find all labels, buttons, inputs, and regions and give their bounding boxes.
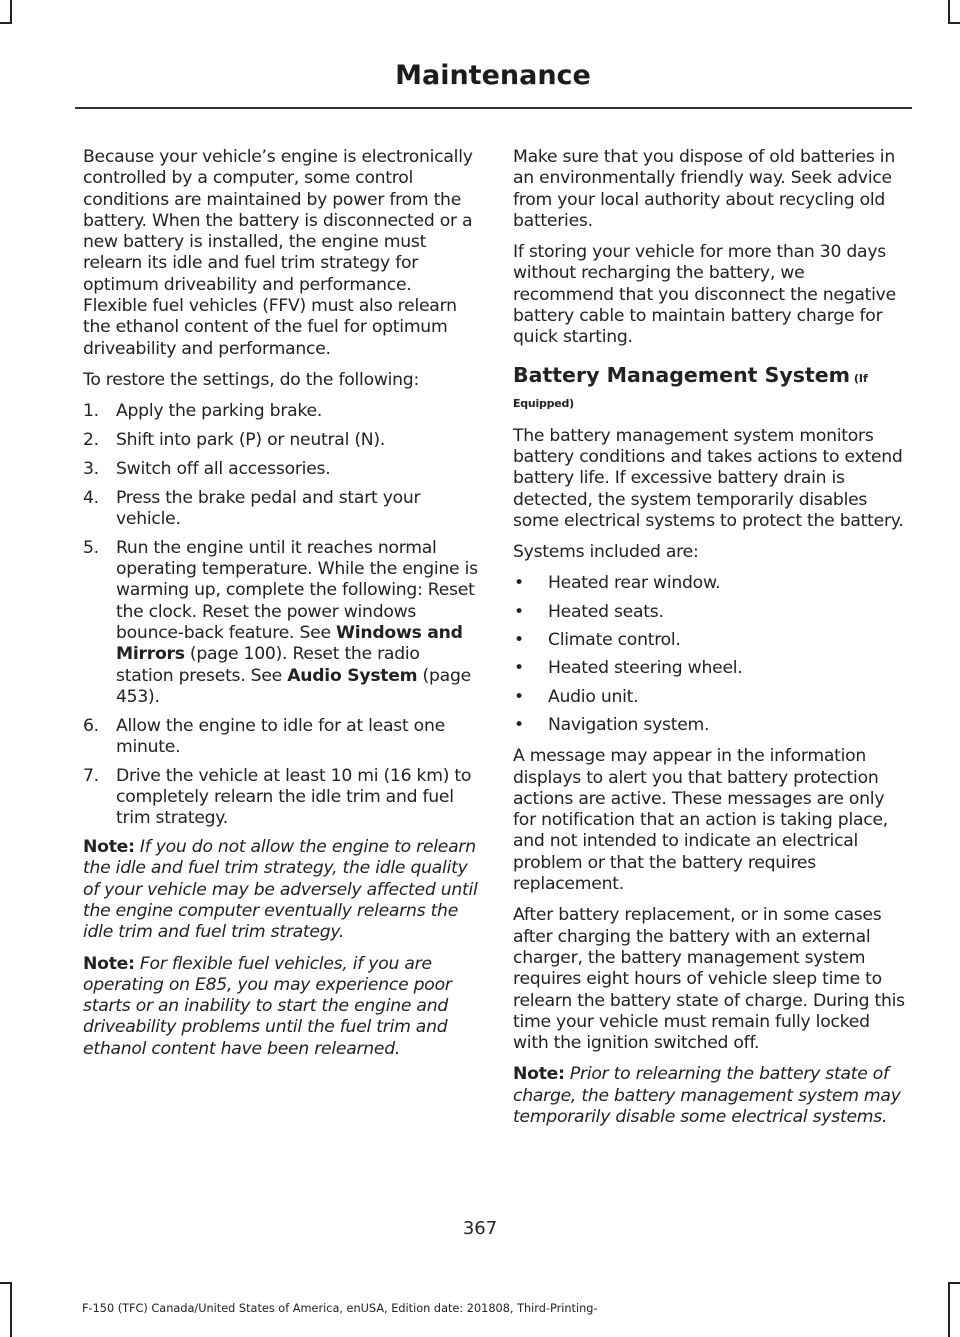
crop-mark [948,1282,960,1284]
step5-text: (page 453). [116,665,471,707]
list-item [83,401,479,422]
note-label: Note: [83,953,135,974]
list-item [513,687,909,708]
list-number: 7. [83,765,99,786]
bullet-icon: • [514,630,524,651]
list-text: Heated steering wheel. [548,658,743,679]
storing-paragraph: If storing your vehicle for more than 30 days without recharging the battery, we recommend that you disconnect the negative battery cable to maintain battery charge for quick starting. [513,242,896,348]
crop-mark [948,22,960,24]
left-column [83,147,479,1070]
audio-system-link[interactable]: Audio System [287,665,418,686]
page-title: Maintenance [395,60,591,91]
list-number: 6. [83,715,99,736]
page-header [0,60,960,91]
list-item [83,538,479,708]
page-number: 367 [462,1218,498,1239]
windows-mirrors-link[interactable]: Windows and Mirrors [116,622,463,665]
crop-mark [948,1282,950,1337]
heading-qualifier: (If [850,371,868,385]
list-text: Drive the vehicle at least 10 mi (16 km) to completely relearn the idle trim and fuel trim strategy. [116,765,472,829]
list-item [83,766,479,830]
bullet-icon: • [514,714,524,735]
list-item [513,602,909,623]
note-paragraph [83,837,479,943]
crop-mark [0,22,12,24]
note-label: Note: [83,837,135,858]
list-item [83,459,479,480]
list-text: Heated seats. [548,601,664,622]
crop-mark [948,0,950,22]
list-text: Navigation system. [548,714,710,735]
dispose-paragraph: Make sure that you dispose of old batteries in an environmentally friendly way. Seek advice from your local authority about recycling old batteries. [513,147,895,231]
list-text: Allow the engine to idle for at least one minute. [116,715,445,757]
bullet-icon: • [514,658,524,679]
heading-qualifier-line: Equipped) [513,396,574,410]
systems-lead: Systems included are: [513,542,699,563]
crop-mark [0,1282,12,1284]
right-column [513,147,909,1138]
note-text: Prior to relearning the battery state of charge, the battery management system may temporarily disable some electrical systems. [513,1064,901,1127]
list-text: Climate control. [548,630,681,651]
list-item [513,658,909,679]
list-text: Press the brake pedal and start your vehicle. [116,487,421,529]
heading-text: Battery Management System [513,362,850,387]
list-item [83,716,479,759]
section-heading [513,363,909,391]
list-text [116,538,479,708]
list-number: 5. [83,537,99,558]
after-paragraph: After battery replacement, or in some cases after charging the battery with an external charger, the battery management system requires eight hours of vehicle sleep time to relearn the battery state of charge. During this time your vehicle must remain fully locked with the ignition switched off. [513,905,905,1054]
note-text: If you do not allow the engine to relearn the idle and fuel trim strategy, the idle quality of your vehicle may be adversely affected until the engine computer eventually relearns the idle trim and fuel trim strategy. [83,837,478,943]
restore-lead: To restore the settings, do the following: [83,369,420,390]
bms-intro: The battery management system monitors battery conditions and takes actions to extend battery life. If excessive battery drain is detected, the system temporarily disables some electrical systems to protect the battery. [513,425,904,531]
note-paragraph [83,954,479,1060]
list-text: Shift into park (P) or neutral (N). [116,430,386,451]
note-text: For flexible fuel vehicles, if you are operating on E85, you may experience poor starts or an inability to start the engine and driveability problems until the fuel trim and ethanol content have been relearned. [83,953,452,1059]
list-number: 1. [83,401,99,422]
list-text: Heated rear window. [548,573,721,594]
list-item [513,573,909,594]
list-item [513,630,909,651]
list-text: Apply the parking brake. [116,401,323,422]
list-number: 2. [83,430,99,451]
list-text: Audio unit. [548,686,639,707]
bullet-icon: • [514,686,524,707]
list-item [83,430,479,451]
intro-paragraph: Because your vehicle’s engine is electronically controlled by a computer, some control conditions are maintained by power from the battery. When the battery is disconnected or a new battery is installed, the engine must relearn its idle and fuel trim strategy for optimum driveability and performance. Flexible fuel vehicles (FFV) must also relearn the ethanol content of the fuel for optimum driveability and performance. [83,147,473,359]
note-paragraph [513,1064,909,1128]
list-text: Switch off all accessories. [116,458,331,479]
bullet-icon: • [514,601,524,622]
note-label: Note: [513,1064,565,1085]
step5-text: Run the engine until it reaches normal operating temperature. While the engine is warming up, complete the following: Reset the clock. Reset the power windows bounce-back feature. See [116,537,478,643]
list-item [83,488,479,531]
list-item [513,715,909,736]
step5-text: (page 100). Reset the radio station presets. See [116,644,420,686]
crop-mark [10,0,12,22]
list-number: 3. [83,458,99,479]
crop-mark [10,1282,12,1337]
edition-footer: F-150 (TFC) Canada/United States of America, enUSA, Edition date: 201808, Third-Printing- [82,1302,598,1315]
message-paragraph: A message may appear in the information displays to alert you that battery protection actions are active. These messages are only for notification that an action is taking place, and not intended to indicate an electrical problem or that the battery requires replacement. [513,746,889,895]
list-number: 4. [83,487,99,508]
header-rule [75,107,912,109]
bullet-icon: • [514,573,524,594]
